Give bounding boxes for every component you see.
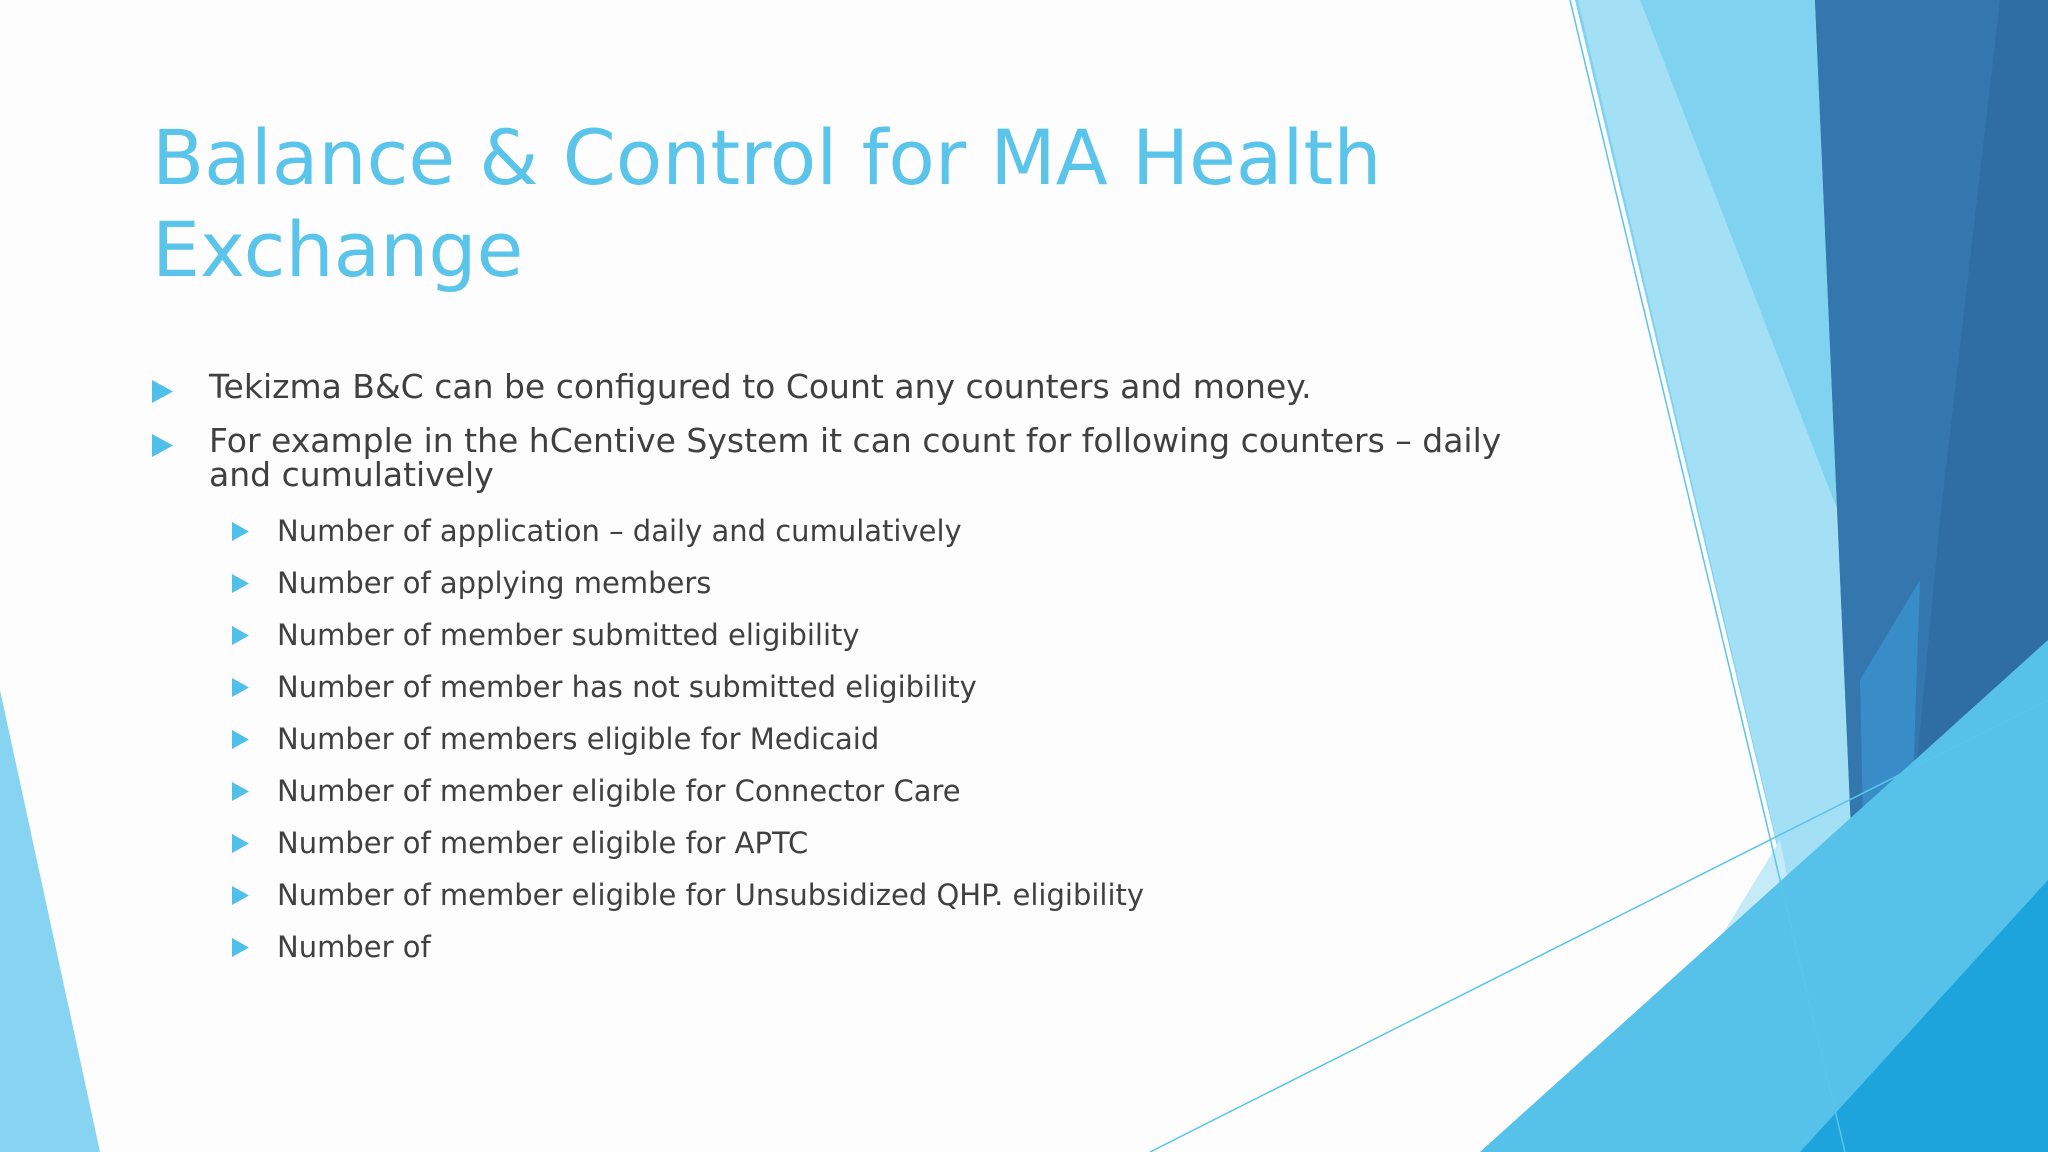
- sub-bullet-text: Number of member has not submitted eligibility: [277, 670, 977, 704]
- bullet-arrow-icon: [152, 380, 173, 403]
- bullet-arrow-icon: [232, 782, 249, 801]
- sub-bullet-text: Number of member eligible for Unsubsidized QHP. eligibility: [277, 878, 1145, 912]
- sub-bullet-text: Number of member eligible for APTC: [277, 826, 809, 860]
- bullet-arrow-icon: [232, 626, 249, 645]
- sub-bullet-text: Number of applying members: [277, 566, 712, 600]
- sub-bullet-text: Number of members eligible for Medicaid: [277, 722, 880, 756]
- sub-bullet-text: Number of member eligible for Connector Care: [277, 774, 961, 808]
- bullet-arrow-icon: [232, 938, 249, 957]
- slide-title: Balance & Control for MA Health Exchange: [152, 113, 1382, 294]
- bullet-text: Tekizma B&C can be configured to Count any counters and money.: [209, 367, 1312, 406]
- sub-bullet-text: Number of member submitted eligibility: [277, 618, 860, 652]
- bullet-arrow-icon: [152, 434, 173, 457]
- sub-bullet-text: Number of: [277, 930, 431, 964]
- bullet-arrow-icon: [232, 834, 249, 853]
- bullet-text: For example in the hCentive System it can count for following counters – daily and cumulatively: [209, 421, 1502, 494]
- bullet-arrow-icon: [232, 886, 249, 905]
- bullet-arrow-icon: [232, 522, 249, 541]
- bullet-arrow-icon: [232, 574, 249, 593]
- bullet-arrow-icon: [232, 678, 249, 697]
- sub-bullet-text: Number of application – daily and cumulatively: [277, 514, 962, 548]
- bullet-arrow-icon: [232, 730, 249, 749]
